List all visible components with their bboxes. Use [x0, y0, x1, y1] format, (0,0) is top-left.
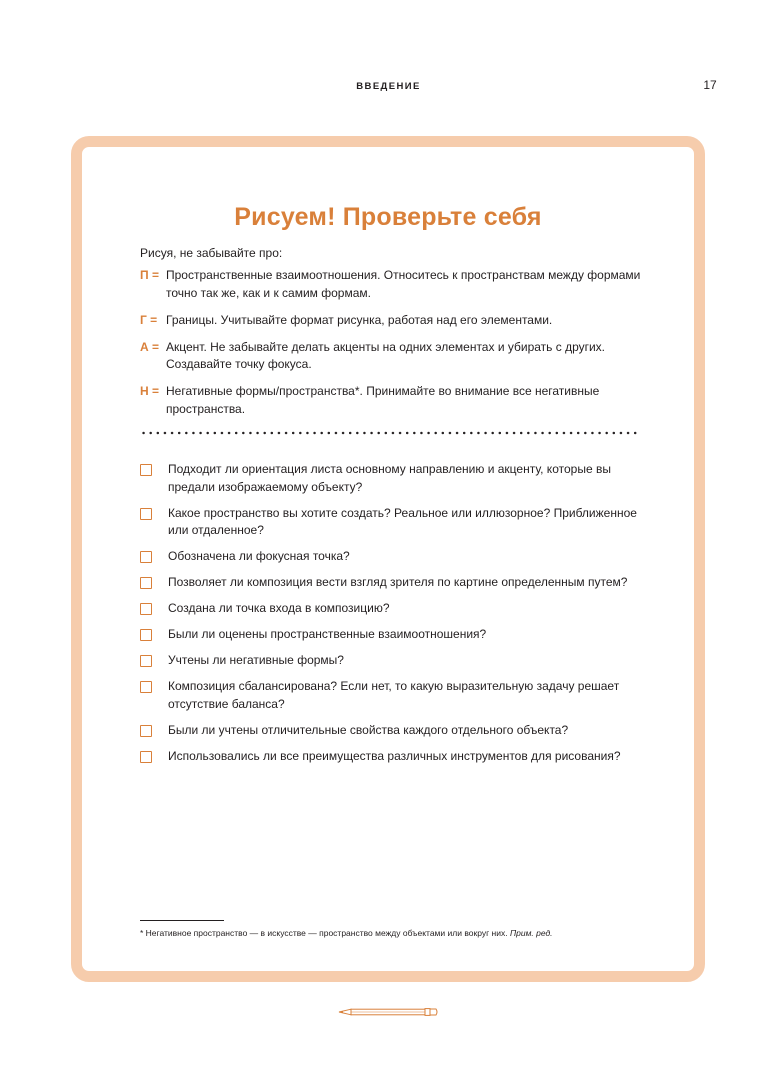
- definition-item: [140, 312, 660, 330]
- definition-key: А =: [140, 339, 160, 354]
- checklist-text: Учтены ли негативные формы?: [168, 653, 344, 667]
- checklist-item: [140, 722, 640, 740]
- checklist-text: Были ли учтены отличительные свойства каждого отдельного объекта?: [168, 722, 569, 737]
- definition-item: [140, 339, 660, 374]
- checklist: [140, 461, 640, 774]
- checkbox-icon[interactable]: [140, 751, 152, 763]
- checklist-item: [140, 548, 640, 566]
- definition-text: Пространственные взаимоотношения. Относитесь к пространствам между формами точно так же, как и к самим формам.: [166, 268, 641, 300]
- checkbox-icon[interactable]: [140, 629, 152, 641]
- footnote-rule: [140, 920, 224, 921]
- pencil-icon: [337, 1006, 441, 1018]
- definition-text: Негативные формы/пространства*. Принимайте во внимание все негативные пространства.: [166, 384, 600, 416]
- definition-text: Границы. Учитывайте формат рисунка, работая над его элементами.: [166, 312, 553, 327]
- checklist-text: Были ли оценены пространственные взаимоотношения?: [168, 627, 487, 641]
- checkbox-icon[interactable]: [140, 464, 152, 476]
- running-header: ВВЕДЕНИЕ: [356, 81, 421, 92]
- checkbox-icon[interactable]: [140, 577, 152, 589]
- definition-key: П =: [140, 268, 159, 282]
- checklist-text: Обозначена ли фокусная точка?: [168, 549, 350, 563]
- definition-key: Г =: [140, 312, 158, 327]
- checkbox-icon[interactable]: [140, 725, 152, 737]
- checklist-item: [140, 505, 640, 540]
- checkbox-icon[interactable]: [140, 603, 152, 615]
- checkbox-icon[interactable]: [140, 508, 152, 520]
- checkbox-icon[interactable]: [140, 655, 152, 667]
- box-title: Рисуем! Проверьте себя: [234, 203, 542, 231]
- checklist-item: [140, 748, 640, 766]
- checklist-item: [140, 600, 640, 618]
- checkbox-icon[interactable]: [140, 681, 152, 693]
- checklist-text: Позволяет ли композиция вести взгляд зрителя по картине определенным путем?: [168, 575, 628, 589]
- checklist-item: [140, 652, 640, 670]
- checklist-text: Подходит ли ориентация листа основному направлению и акценту, которые вы предали изображаемому объекту?: [168, 462, 611, 494]
- page-number: 17: [703, 78, 717, 92]
- definition-text: Акцент. Не забывайте делать акценты на одних элементах и убирать с других. Создавайте точку фокуса.: [166, 339, 606, 371]
- dotted-divider: [140, 431, 638, 435]
- checklist-item: [140, 574, 640, 592]
- checklist-text: Какое пространство вы хотите создать? Реальное или иллюзорное? Приближенное или отдаленное?: [168, 505, 637, 537]
- checklist-box: [71, 136, 705, 982]
- definition-list: [140, 267, 660, 428]
- box-intro: Рисуя, не забывайте про:: [140, 246, 283, 260]
- checklist-item: [140, 461, 640, 496]
- checklist-item: [140, 626, 640, 644]
- footnote-text: * Негативное пространство — в искусстве — пространство между объектами или вокруг них.: [140, 928, 510, 938]
- footnote-editor-note: Прим. ред.: [509, 928, 553, 938]
- checklist-text: Использовались ли все преимущества различных инструментов для рисования?: [168, 748, 621, 763]
- footnote: [140, 928, 553, 938]
- definition-key: Н =: [140, 384, 160, 398]
- definition-item: [140, 383, 660, 418]
- checklist-text: Создана ли точка входа в композицию?: [168, 601, 390, 615]
- definition-item: [140, 267, 660, 302]
- checkbox-icon[interactable]: [140, 551, 152, 563]
- checklist-item: [140, 678, 640, 713]
- checklist-text: Композиция сбалансирована? Если нет, то какую выразительную задачу решает отсутствие баланса?: [168, 679, 620, 711]
